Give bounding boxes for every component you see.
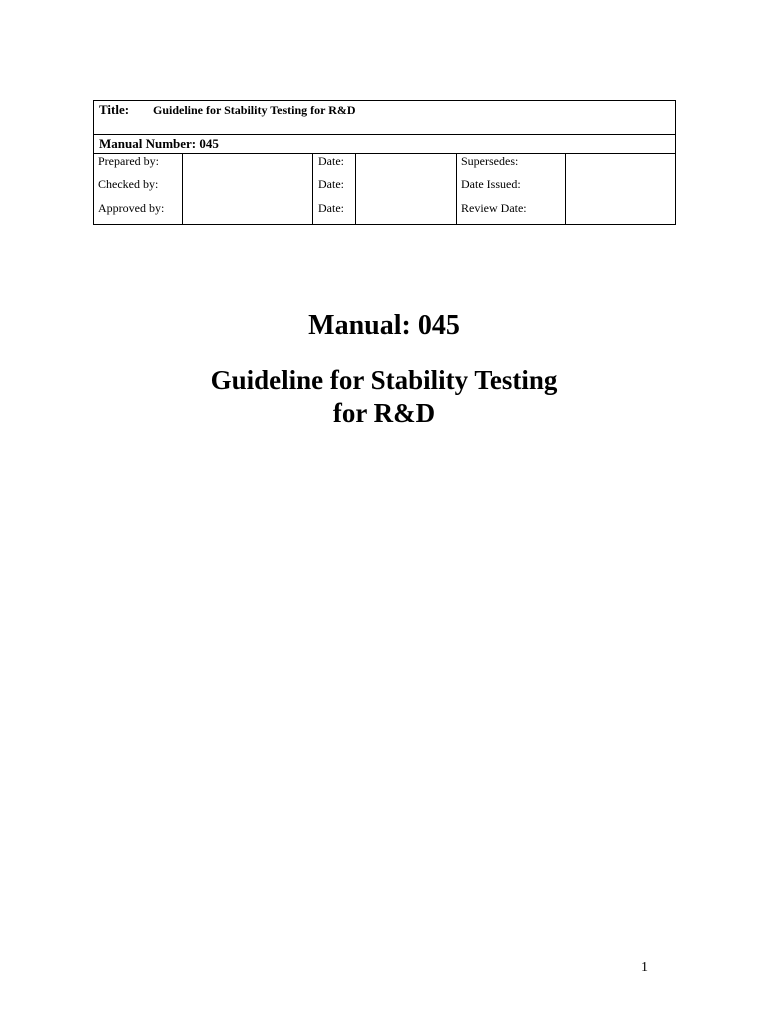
document-title-line-2: for R&D [332, 398, 436, 428]
supersedes-label: Supersedes: [461, 154, 519, 168]
prepared-date-label: Date: [318, 154, 344, 168]
document-title-line-1: Guideline for Stability Testing [210, 365, 558, 395]
manual-number-row [94, 135, 675, 154]
page-number: 1 [641, 960, 648, 975]
approved-by-label: Approved by: [98, 201, 165, 215]
checked-by-label: Checked by: [98, 177, 159, 191]
manual-heading: Manual: 045 [308, 310, 460, 341]
grid-divider [312, 154, 313, 224]
grid-divider [355, 154, 356, 224]
approval-grid [94, 154, 675, 224]
document-title [0, 364, 768, 430]
date-issued-label: Date Issued: [461, 177, 521, 191]
grid-divider [182, 154, 183, 224]
grid-divider [565, 154, 566, 224]
review-date-label: Review Date: [461, 201, 527, 215]
document-control-table [93, 100, 676, 225]
manual-number-label: Manual Number: 045 [99, 136, 219, 151]
grid-divider [456, 154, 457, 224]
checked-date-label: Date: [318, 177, 344, 191]
approved-date-label: Date: [318, 201, 344, 215]
title-row [94, 101, 675, 135]
prepared-by-label: Prepared by: [98, 154, 159, 168]
title-label: Title: [99, 102, 130, 117]
title-value: Guideline for Stability Testing for R&D [153, 103, 356, 117]
